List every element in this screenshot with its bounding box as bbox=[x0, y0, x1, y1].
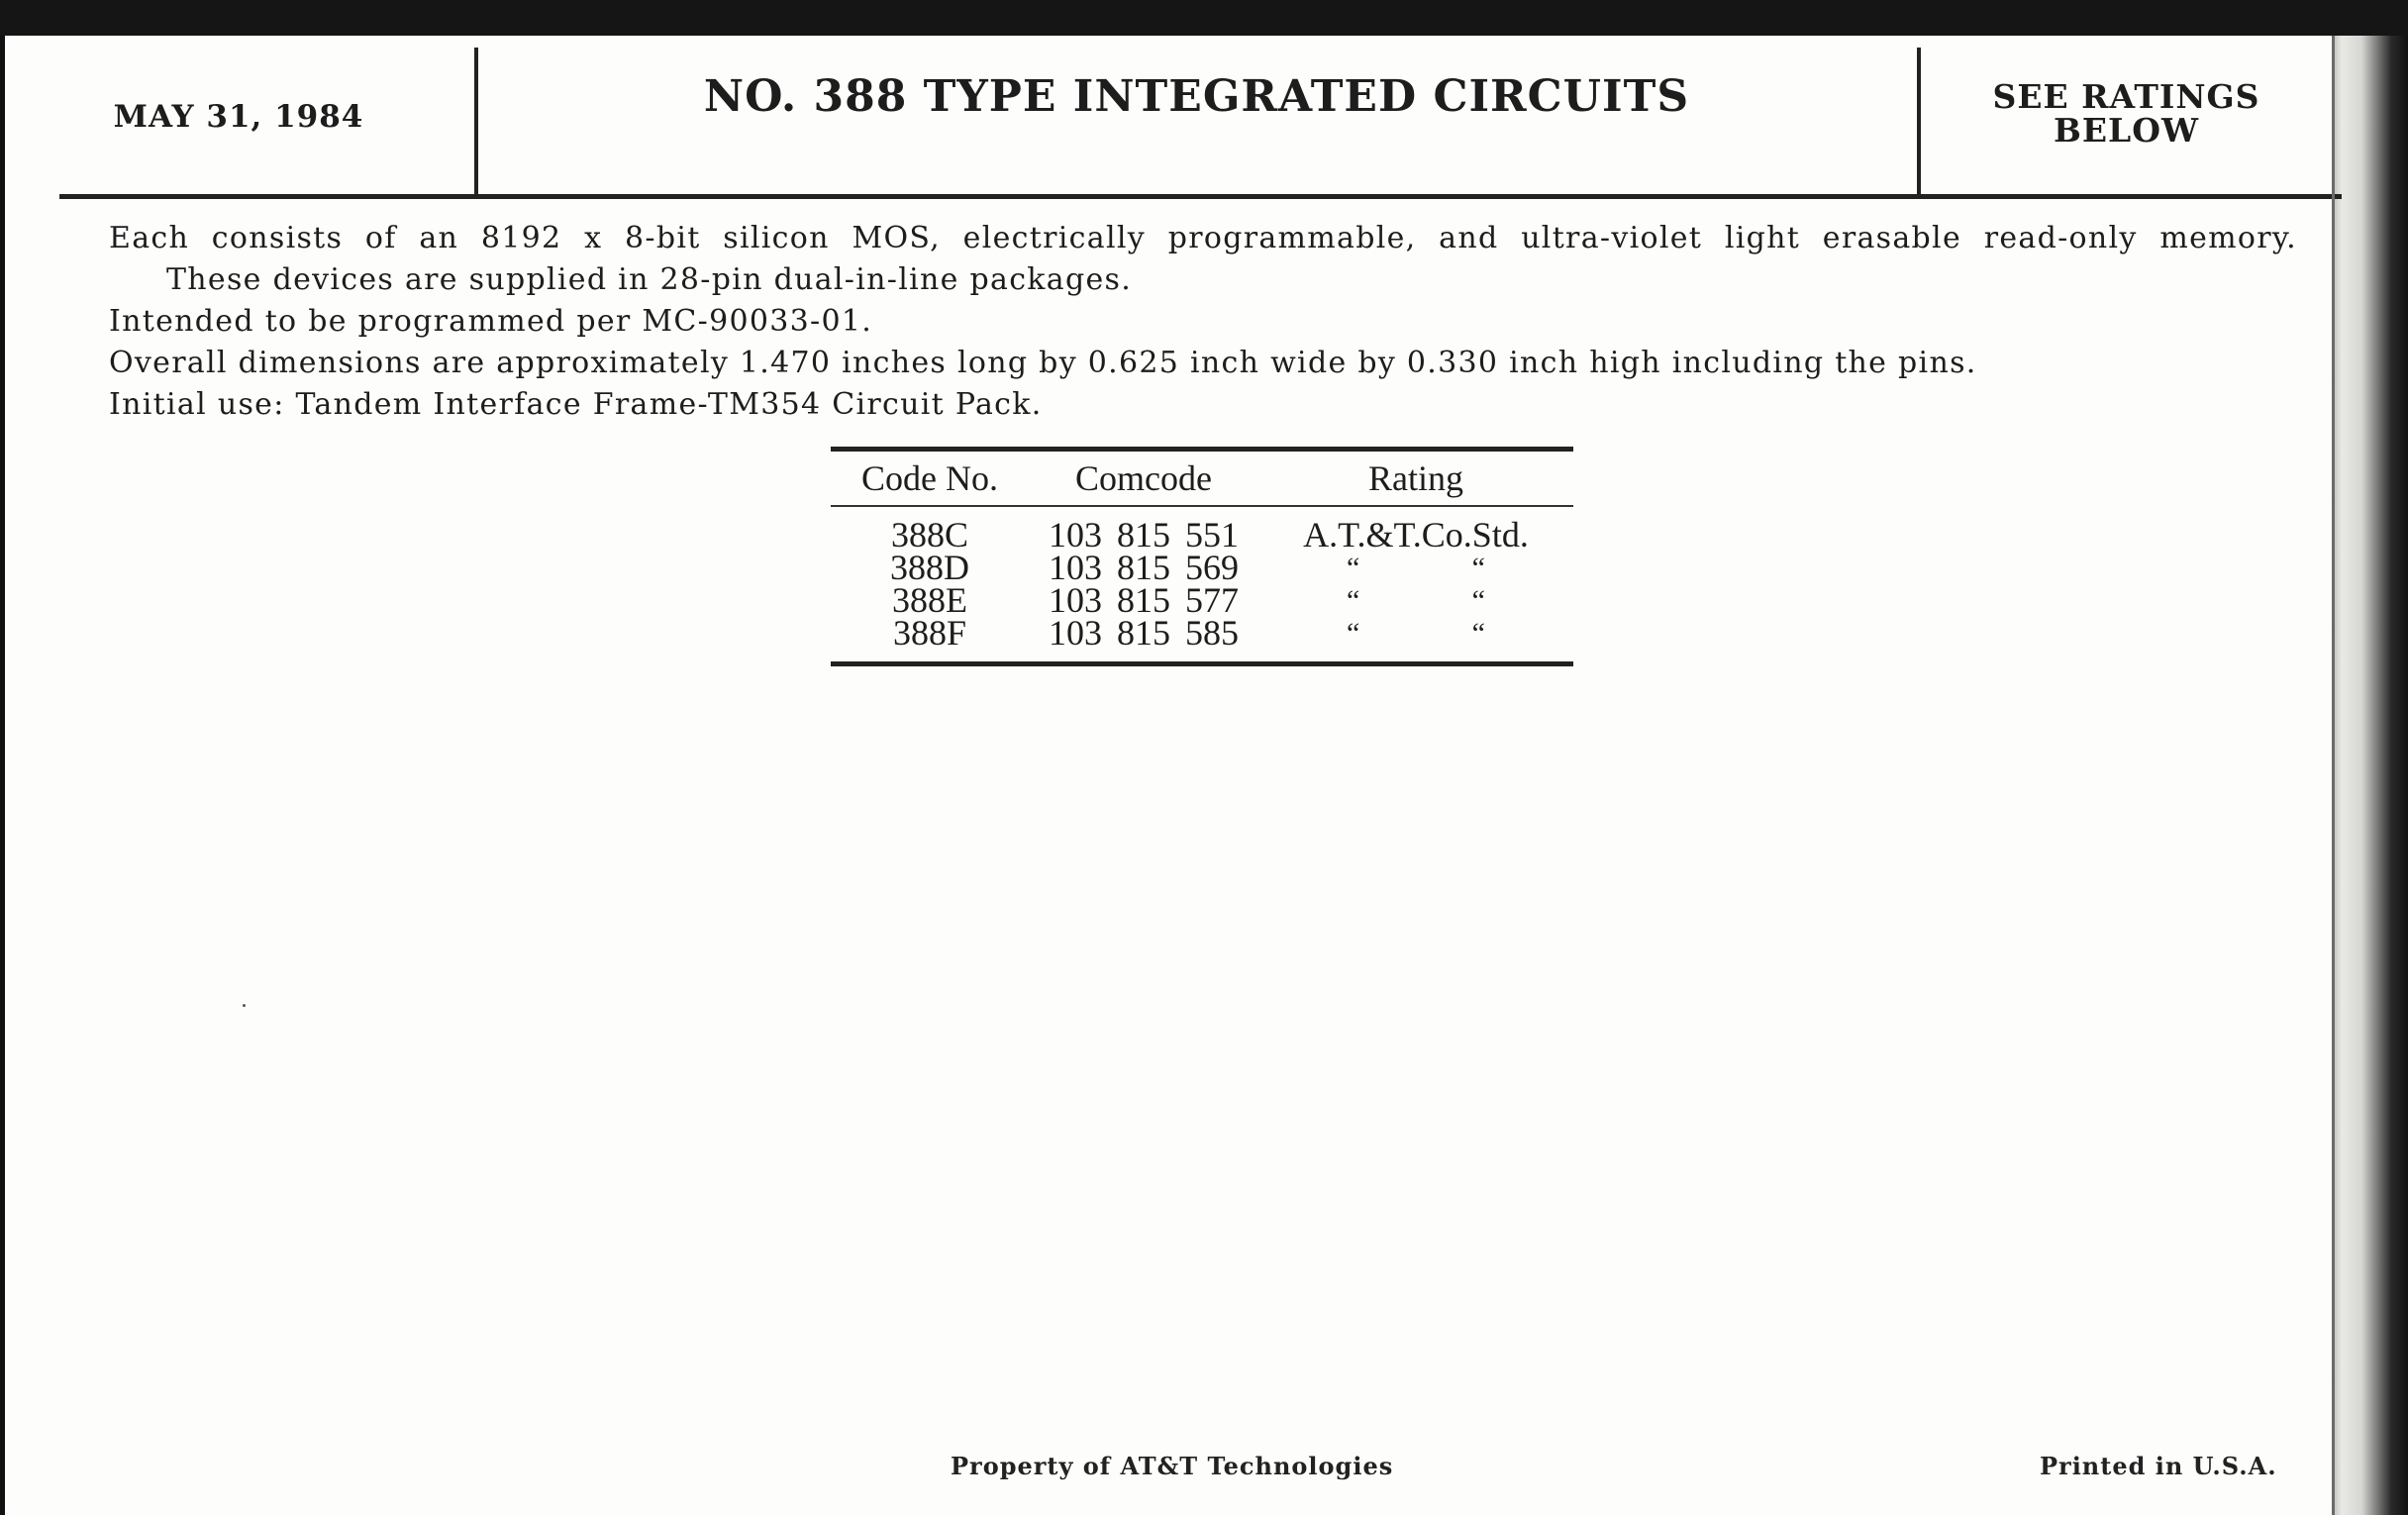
description bbox=[109, 218, 2297, 426]
rating-note-line1: SEE RATINGS bbox=[1992, 77, 2260, 116]
cell-rating: A.T.&T.Co.Std. bbox=[1303, 515, 1529, 555]
scan-top-border bbox=[0, 0, 2408, 36]
page-title: NO. 388 TYPE INTEGRATED CIRCUITS bbox=[703, 71, 1690, 122]
cell-code: 388D bbox=[890, 548, 969, 587]
header-code-no: Code No. bbox=[861, 458, 998, 498]
rating-note bbox=[1921, 77, 2332, 150]
description-line-3: Intended to be programmed per MC-90033-01. bbox=[109, 304, 873, 339]
description-line-4: Overall dimensions are approximately 1.470 inches long by 0.625 inch wide by 0.330 inch high including the pins. bbox=[109, 346, 1977, 380]
footer-property: Property of AT&T Technologies bbox=[951, 1452, 1394, 1480]
cell-comcode: 103 815 585 bbox=[1049, 613, 1239, 653]
ditto-mark: “ bbox=[1347, 552, 1360, 584]
cell-rating bbox=[1258, 617, 1573, 650]
cell-code: 388E bbox=[892, 580, 967, 620]
footer-printed: Printed in U.S.A. bbox=[2040, 1452, 2277, 1480]
ditto-mark: “ bbox=[1471, 552, 1485, 584]
ditto-mark: “ bbox=[1347, 584, 1360, 617]
ditto-marks bbox=[1347, 552, 1485, 584]
description-line-2: These devices are supplied in 28-pin dual-in-line packages. bbox=[166, 262, 1133, 297]
rating-note-line2: BELOW bbox=[2053, 111, 2200, 150]
cell-comcode: 103 815 551 bbox=[1049, 515, 1239, 555]
cell-comcode: 103 815 569 bbox=[1049, 548, 1239, 587]
paper-speck bbox=[243, 1004, 246, 1007]
cell-rating bbox=[1258, 584, 1573, 617]
issue-date: MAY 31, 1984 bbox=[113, 99, 364, 135]
data-sheet bbox=[5, 36, 2332, 1515]
header-comcode: Comcode bbox=[1075, 458, 1212, 498]
ditto-mark: “ bbox=[1347, 617, 1360, 650]
cell-code: 388C bbox=[890, 515, 968, 555]
cell-rating bbox=[1258, 552, 1573, 584]
table-bottom-rule bbox=[831, 661, 1573, 666]
cell-comcode: 103 815 577 bbox=[1049, 580, 1239, 620]
header-rating: Rating bbox=[1368, 458, 1463, 498]
header-divider-left bbox=[474, 48, 478, 196]
description-line-5: Initial use: Tandem Interface Frame-TM354 Circuit Pack. bbox=[109, 387, 1043, 422]
ditto-marks bbox=[1347, 584, 1485, 617]
scan-edge-line bbox=[2332, 36, 2335, 1515]
ditto-mark: “ bbox=[1471, 617, 1485, 650]
code-table bbox=[831, 447, 1573, 666]
table-header-row bbox=[831, 452, 1573, 505]
table-body bbox=[831, 507, 1573, 661]
table-row bbox=[831, 613, 1573, 653]
header-rule bbox=[59, 194, 2342, 199]
ditto-mark: “ bbox=[1471, 584, 1485, 617]
scan-right-border bbox=[2332, 36, 2408, 1515]
ditto-marks bbox=[1347, 617, 1485, 650]
description-line-1: Each consists of an 8192 x 8-bit silicon MOS, electrically programmable, and ultra-violet light erasable read-only memory. bbox=[109, 221, 2297, 255]
cell-code: 388F bbox=[892, 613, 967, 653]
